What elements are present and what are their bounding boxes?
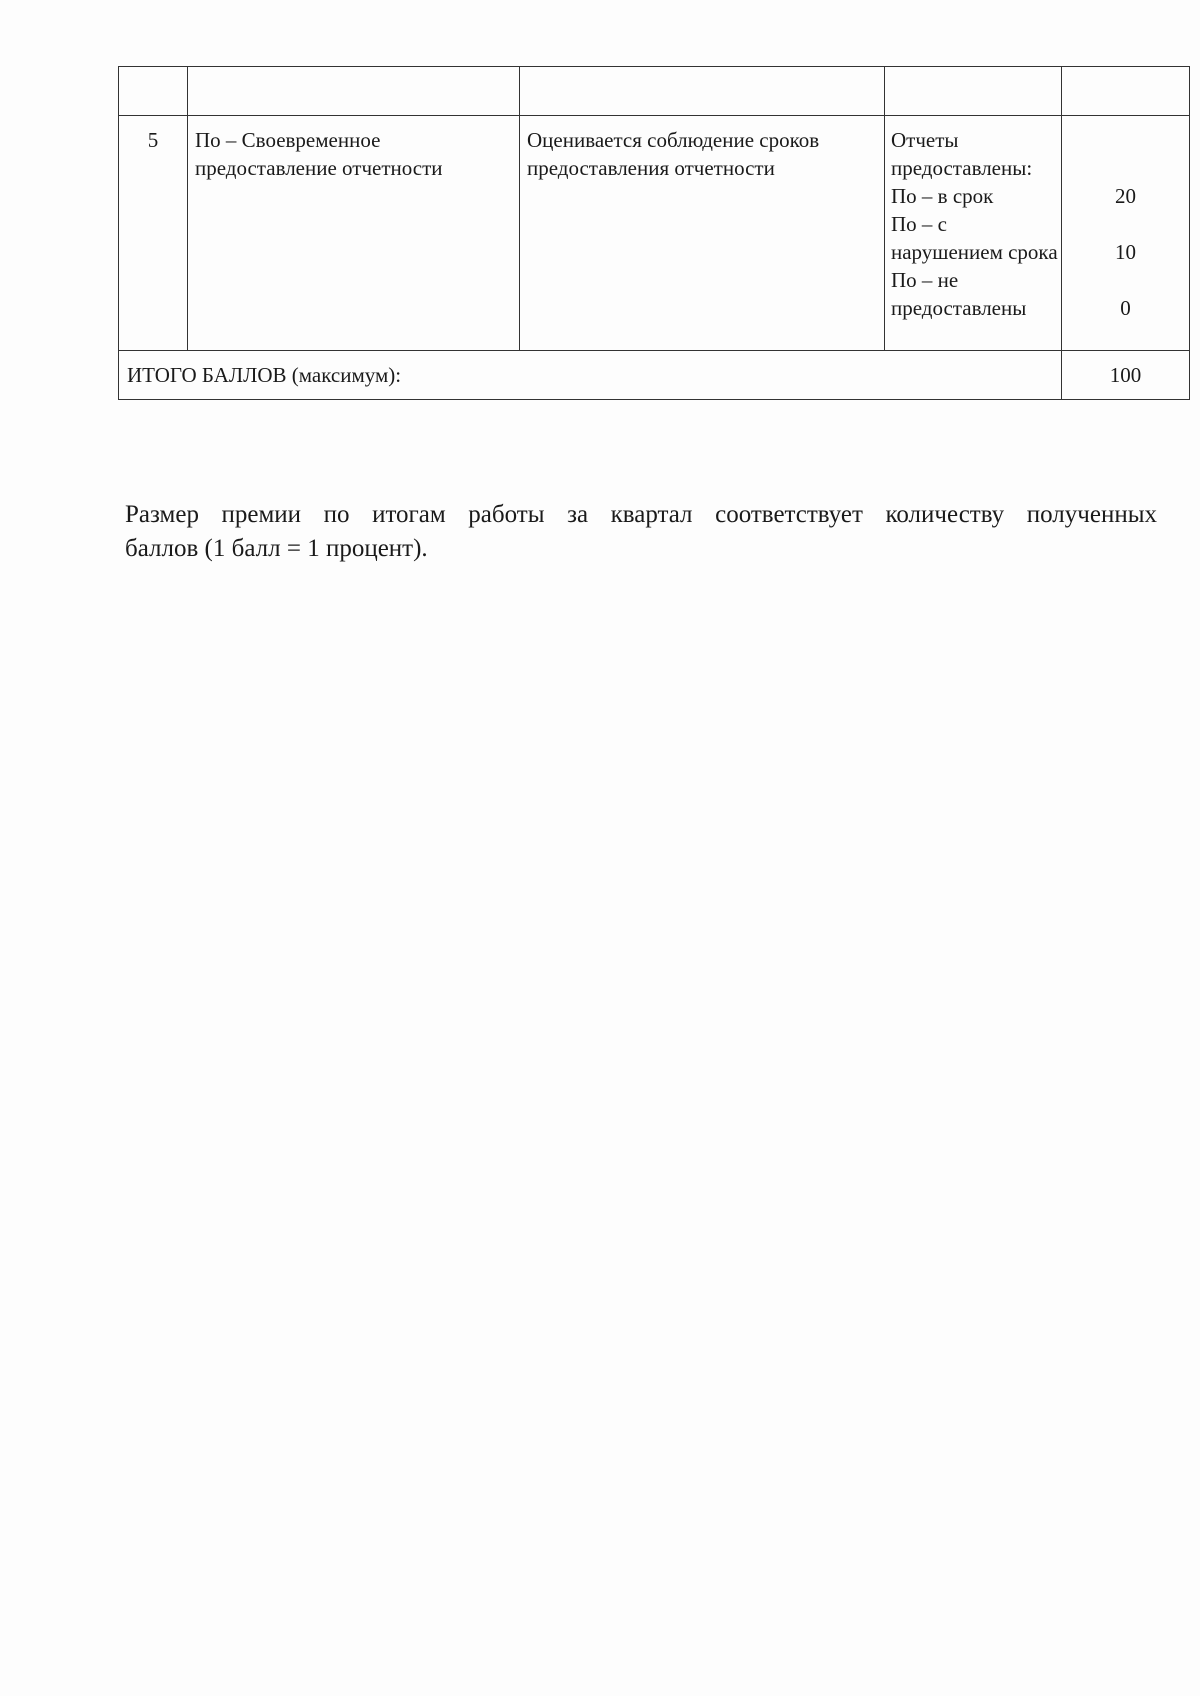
table-cell [188, 67, 520, 116]
scores-block [1062, 126, 1189, 350]
total-label-cell [119, 351, 1062, 400]
total-row [119, 351, 1190, 400]
total-value: 100 [1062, 351, 1190, 400]
condition-label: По – с нарушением срока [891, 212, 1058, 264]
table-cell [885, 67, 1062, 116]
criterion-name: По – Своевременное предоставление отчетности [188, 116, 520, 351]
criteria-table [118, 66, 1190, 400]
table-row [119, 116, 1190, 351]
table-cell [119, 67, 188, 116]
paragraph-line: Размер премии по итогам работы за квартал соответствует количеству полученных [125, 501, 1157, 528]
table-header-row [119, 67, 1190, 116]
table-cell [1062, 67, 1190, 116]
criterion-description: Оценивается соблюдение сроков предоставления отчетности [520, 116, 885, 351]
scores-cell [1062, 116, 1190, 351]
table-cell [520, 67, 885, 116]
condition-label: По – не предоставлены [891, 268, 1027, 320]
conditions-cell [885, 116, 1062, 351]
bonus-paragraph [125, 498, 1157, 566]
condition-score: 10 [1115, 240, 1136, 264]
total-label: ИТОГО БАЛЛОВ (максимум): [127, 363, 402, 387]
condition-score: 0 [1120, 296, 1131, 320]
row-number: 5 [119, 116, 188, 351]
paragraph-line: баллов (1 балл = 1 процент). [125, 535, 428, 562]
condition-label: По – в срок [891, 184, 994, 208]
condition-score: 20 [1115, 184, 1136, 208]
conditions-header: Отчеты предоставлены: [891, 128, 1033, 180]
